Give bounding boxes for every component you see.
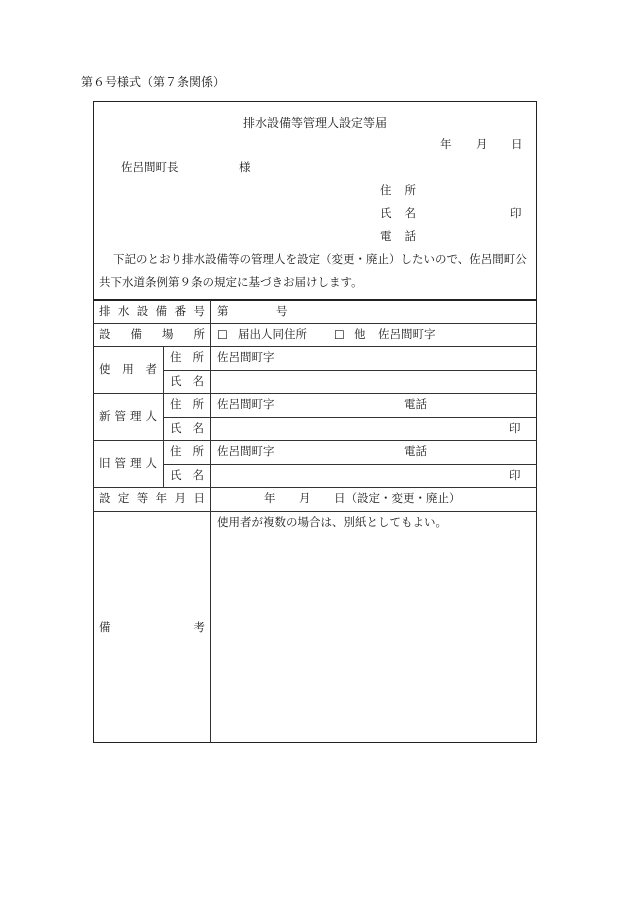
same-address-checkbox[interactable]: ☐ [217,328,228,342]
applicant-address-label: 住 所 [380,183,416,197]
setting-date-month: 月 [299,491,311,505]
date-month: 月 [476,137,488,151]
user-label: 使 用 者 [99,362,157,376]
new-manager-name-label: 氏 名 [170,421,204,435]
old-manager-label: 旧 管 理 人 [99,456,157,470]
row-divider [163,417,537,418]
remarks-label: 備 考 [99,620,205,634]
old-manager-name-label: 氏 名 [170,468,204,482]
new-manager-phone-label: 電話 [404,397,427,411]
row-divider [93,323,537,324]
form-frame [93,101,537,743]
user-name-label: 氏 名 [170,374,204,388]
row-divider [163,464,537,465]
old-manager-phone-label: 電話 [404,444,427,458]
row-divider [93,511,537,512]
applicant-seal: 印 [510,206,522,220]
new-manager-label: 新 管 理 人 [99,409,157,423]
new-manager-address-label: 住 所 [170,397,204,411]
facility-location-label: 設 備 場 所 [99,327,205,341]
declaration-line-1: 下記のとおり排水設備等の管理人を設定（変更・廃止）したいので、佐呂間町公 [113,252,527,266]
date-day: 日 [511,137,523,151]
user-address-value[interactable]: 佐呂間町字 [217,350,275,364]
old-manager-address-value[interactable]: 佐呂間町字 [217,444,275,458]
column-divider [210,300,211,743]
row-divider [93,346,537,347]
row-divider [93,487,537,488]
old-manager-address-label: 住 所 [170,444,204,458]
declaration-line-2: 共下水道条例第９条の規定に基づきお届けします。 [99,275,363,289]
applicant-name-label: 氏 名 [380,206,416,220]
other-address-option: 他 [354,327,366,341]
new-manager-seal: 印 [509,421,521,435]
addressee-honorific: 様 [239,160,251,174]
facility-location-town: 佐呂間町字 [378,327,436,341]
sub-column-divider [163,346,164,487]
form-number: 第６号様式（第７条関係） [81,75,226,89]
row-divider [163,370,537,371]
old-manager-seal: 印 [509,468,521,482]
addressee-name: 佐呂間町長 [121,160,179,174]
facility-number-suffix: 号 [276,304,288,318]
applicant-phone-label: 電 話 [380,229,416,243]
table-top-rule [93,299,537,301]
new-manager-address-value[interactable]: 佐呂間町字 [217,397,275,411]
facility-number-label: 排 水 設 備 番 号 [99,304,205,318]
row-divider [93,440,537,441]
form-title: 排水設備等管理人設定等届 [242,116,387,130]
row-divider [93,393,537,394]
user-address-label: 住 所 [170,350,204,364]
setting-date-year: 年 [264,491,276,505]
remarks-note: 使用者が複数の場合は、別紙としてもよい。 [217,515,447,529]
setting-date-label: 設 定 等 年 月 日 [99,491,205,505]
same-address-option: 届出人同住所 [238,327,307,341]
setting-date-day-type: 日（設定・変更・廃止） [334,491,461,505]
facility-number-prefix: 第 [217,304,229,318]
other-address-checkbox[interactable]: ☐ [334,328,345,342]
date-year: 年 [440,137,452,151]
